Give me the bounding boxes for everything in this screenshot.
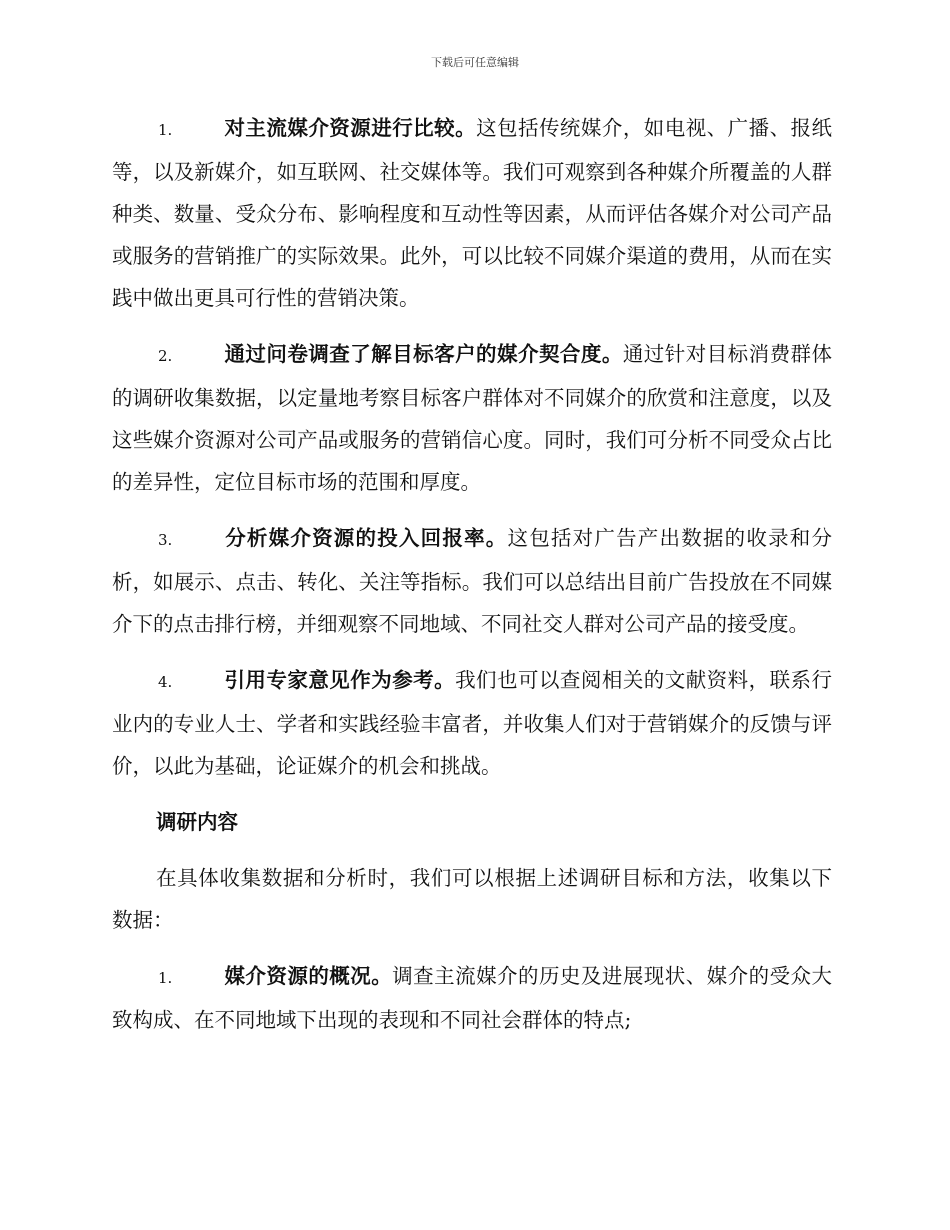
list-item — [112, 955, 832, 1041]
list-number: 1. — [158, 121, 173, 139]
list-item — [112, 659, 832, 787]
list-item — [112, 333, 832, 503]
list-item-lead: 媒介资源的概况。 — [224, 964, 393, 988]
list-item-body: 调查主流媒介的历史及进展现状、媒介的受众大致构成、在不同地域下出现的表现和不同社会群体的特点; — [112, 964, 833, 1032]
section-heading: 调研内容 — [156, 810, 238, 834]
list-item-body: 通过针对目标消费群体的调研收集数据，以定量地考察目标客户群体对不同媒介的欣赏和注意度，以及这些媒介资源对公司产品或服务的营销信心度。同时，我们可分析不同受众占比的差异性，定位目标市场的范围和厚度。 — [112, 342, 833, 494]
list-item-body: 这包括传统媒介，如电视、广播、报纸等，以及新媒介，如互联网、社交媒体等。我们可观察到各种媒介所覆盖的人群种类、数量、受众分布、影响程度和互动性等因素，从而评估各媒介对公司产品或服务的营销推广的实际效果。此外，可以比较不同媒介渠道的费用，从而在实践中做出更具可行性的营销决策。 — [112, 116, 833, 310]
list-item-lead: 分析媒介资源的投入回报率。 — [224, 526, 508, 550]
page-header: 下载后可任意编辑 — [431, 56, 519, 69]
list-number: 3. — [158, 531, 173, 549]
list-item-lead: 通过问卷调查了解目标客户的媒介契合度。 — [224, 342, 623, 366]
list-item — [112, 107, 832, 319]
document-body — [112, 107, 832, 1055]
list-item — [112, 517, 832, 645]
list-item-body: 我们也可以查阅相关的文献资料，联系行业内的专业人士、学者和实践经验丰富者，并收集人们对于营销媒介的反馈与评价，以此为基础，论证媒介的机会和挑战。 — [112, 668, 833, 778]
list-number: 1. — [158, 969, 173, 987]
list-number: 4. — [158, 673, 173, 691]
list-item-lead: 对主流媒介资源进行比较。 — [224, 116, 477, 140]
list-number: 2. — [158, 347, 173, 365]
list-item-body: 这包括对广告产出数据的收录和分析，如展示、点击、转化、关注等指标。我们可以总结出目前广告投放在不同媒介下的点击排行榜，并细观察不同地域、不同社交人群对公司产品的接受度。 — [112, 526, 832, 636]
list-item-lead: 引用专家意见作为参考。 — [224, 668, 456, 692]
intro-paragraph: 在具体收集数据和分析时，我们可以根据上述调研目标和方法，收集以下数据： — [112, 866, 832, 932]
